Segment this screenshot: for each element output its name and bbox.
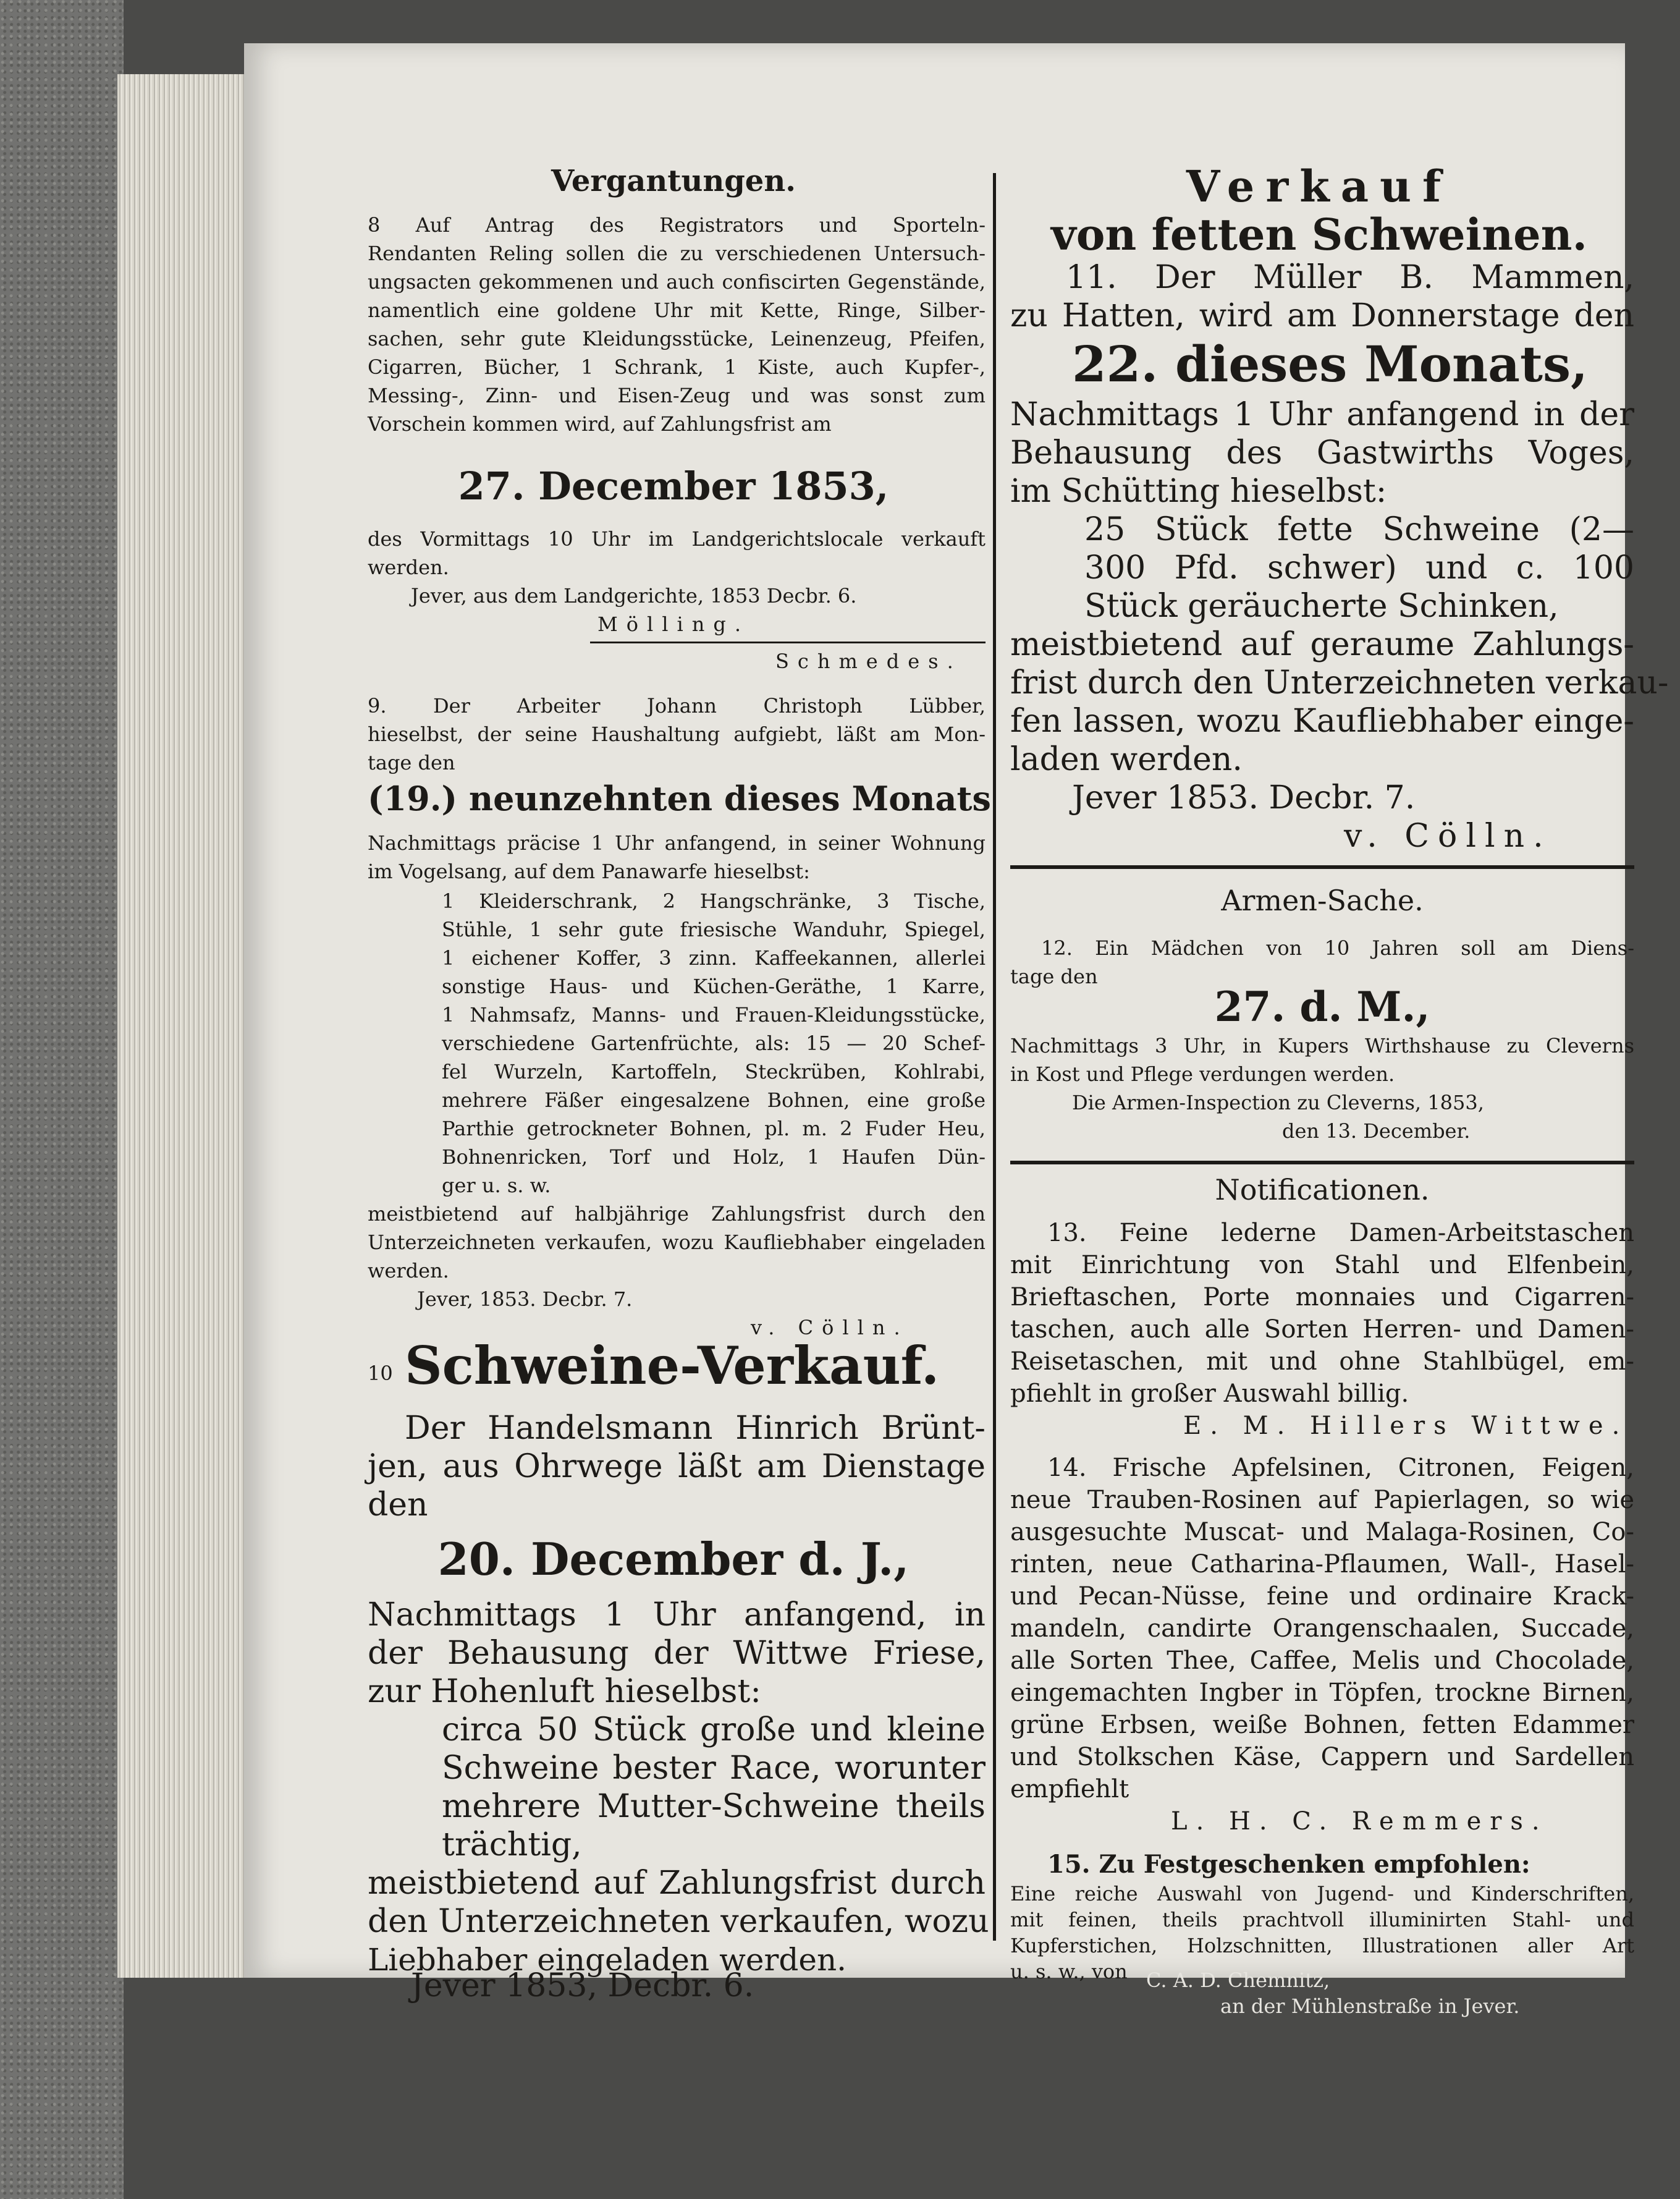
notice-10-line: Nachmittags 1 Uhr anfangend, in: [368, 1596, 986, 1633]
notice-14-signature: L. H. C. Remmers.: [1171, 1807, 1548, 1836]
notice-14-line: alle Sorten Thee, Caffee, Melis und Chocolade,: [1010, 1646, 1634, 1675]
notice-14-line: 14. Frische Apfelsinen, Citronen, Feigen,: [1047, 1454, 1634, 1482]
notice-11-line: zu Hatten, wird am Donnerstage den: [1010, 297, 1634, 334]
notice-13-line: Brieftaschen, Porte monnaies und Cigarren-: [1010, 1283, 1634, 1311]
notice-11-item: 300 Pfd. schwer) und c. 100: [1084, 549, 1634, 587]
notice-11-line: im Schütting hieselbst:: [1010, 473, 1387, 510]
notice-8-line: Rendanten Reling sollen die zu verschiedenen Untersuch-: [368, 242, 986, 265]
notice-8-line: 8 Auf Antrag des Registrators und Sporteln-: [368, 213, 986, 237]
notice-8-line: namentlich eine goldene Uhr mit Kette, Ringe, Silber-: [368, 299, 986, 322]
notice-12-date: 27. d. M.,: [1214, 983, 1430, 1031]
notice-14-line: mandeln, candirte Orangenschaalen, Succade,: [1010, 1614, 1634, 1643]
notice-8-line: werden.: [368, 556, 449, 579]
notice-9-line: meistbietend auf halbjährige Zahlungsfrist durch den: [368, 1202, 986, 1226]
section-heading-vergantungen: Vergantungen.: [551, 164, 796, 198]
notice-9-item: ger u. s. w.: [442, 1174, 551, 1197]
notice-13-line: 13. Feine lederne Damen-Arbeitstaschen: [1047, 1219, 1634, 1247]
page-edges: [117, 74, 247, 1978]
notice-9-line: 9. Der Arbeiter Johann Christoph Lübber,: [368, 694, 986, 718]
notice-8-date: 27. December 1853,: [458, 464, 889, 509]
notice-9-line: Nachmittags präcise 1 Uhr anfangend, in seiner Wohnung: [368, 831, 986, 855]
notice-11-line: 11. Der Müller B. Mammen,: [1066, 259, 1634, 296]
notice-10-item: mehrere Mutter-Schweine theils: [442, 1788, 986, 1825]
notice-13-signature: E. M. Hillers Wittwe.: [1183, 1412, 1629, 1440]
notice-8-line: ungsacten gekommenen und auch confiscirten Gegenstände,: [368, 270, 986, 294]
column-divider: [993, 173, 996, 1941]
notice-11-item: 25 Stück fette Schweine (2—: [1084, 511, 1634, 548]
notice-14-line: neue Trauben-Rosinen auf Papierlagen, so wie: [1010, 1486, 1634, 1514]
notice-8-line: Cigarren, Bücher, 1 Schrank, 1 Kiste, auch Kupfer-,: [368, 355, 986, 379]
notice-12-place: Die Armen-Inspection zu Cleverns, 1853,: [1072, 1091, 1484, 1114]
notice-9-place: Jever, 1853. Decbr. 7.: [417, 1287, 633, 1311]
notice-10-number: 10: [368, 1362, 393, 1385]
notice-10-item: trächtig,: [442, 1826, 582, 1863]
notice-8-line: des Vormittags 10 Uhr im Landgerichtslocale verkauft: [368, 527, 986, 551]
section-heading-notificationen: Notificationen.: [1215, 1173, 1430, 1206]
section-rule: [1010, 1161, 1634, 1164]
notice-13-line: taschen, auch alle Sorten Herren- und Damen-: [1010, 1315, 1634, 1344]
notice-9-item: sonstige Haus- und Küchen-Geräthe, 1 Karre,: [442, 975, 986, 998]
notice-10-line: zur Hohenluft hieselbst:: [368, 1673, 761, 1710]
notice-11-line: laden werden.: [1010, 741, 1243, 778]
notice-10-line: Liebhaber eingeladen werden.: [368, 1942, 847, 1978]
notice-10-title: Schweine-Verkauf.: [405, 1335, 940, 1396]
notice-10-item: Schweine bester Race, worunter: [442, 1750, 986, 1787]
notice-15-line: Kupferstichen, Holzschnitten, Illustrationen aller Art: [1010, 1934, 1634, 1957]
notice-15-lead: 15. Zu Festgeschenken empfohlen:: [1047, 1850, 1530, 1879]
notice-12-place: den 13. December.: [1282, 1119, 1471, 1143]
notice-14-line: und Stolkschen Käse, Cappern und Sardellen: [1010, 1743, 1634, 1771]
book-cover: [0, 0, 124, 2199]
notice-11-place: Jever 1853. Decbr. 7.: [1072, 779, 1416, 816]
notice-9-item: 1 eichener Koffer, 3 zinn. Kaffeekannen, allerlei: [442, 946, 986, 970]
notice-14-line: und Pecan-Nüsse, feine und ordinaire Krack-: [1010, 1582, 1634, 1611]
notice-9-line: Unterzeichneten verkaufen, wozu Kaufliebhaber eingeladen: [368, 1231, 986, 1254]
notice-9-item: verschiedene Gartenfrüchte, als: 15 — 20 Schef-: [442, 1032, 986, 1055]
notice-11-line: fen lassen, wozu Kaufliebhaber einge-: [1010, 703, 1634, 740]
notice-14-line: rinten, neue Catharina-Pflaumen, Wall-, Hasel-: [1010, 1550, 1634, 1578]
notice-9-item: Stühle, 1 sehr gute friesische Wanduhr, Spiegel,: [442, 918, 986, 941]
notice-9-line: hieselbst, der seine Haushaltung aufgiebt, läßt am Mon-: [368, 722, 986, 746]
notice-10-line: der Behausung der Wittwe Friese,: [368, 1635, 986, 1672]
notice-14-line: grüne Erbsen, weiße Bohnen, fetten Edammer: [1010, 1711, 1634, 1739]
notice-8-signature-rule: [590, 642, 986, 643]
notice-13-line: pfiehlt in großer Auswahl billig.: [1010, 1379, 1409, 1408]
notice-10-line: jen, aus Ohrwege läßt am Dienstage: [368, 1448, 986, 1485]
notice-12-line: 12. Ein Mädchen von 10 Jahren soll am Diens-: [1041, 936, 1634, 960]
notice-12-line: tage den: [1010, 965, 1098, 988]
section-heading-armen-sache: Armen-Sache.: [1221, 884, 1424, 917]
notice-15-signature: an der Mühlenstraße in Jever.: [1220, 1994, 1520, 2018]
notice-15-line: u. s. w., von: [1010, 1960, 1128, 1983]
notice-9-item: Parthie getrockneter Bohnen, pl. m. 2 Fuder Heu,: [442, 1117, 986, 1140]
notice-15-line: mit feinen, theils prachtvoll illuminirten Stahl- und: [1010, 1908, 1634, 1931]
notice-12-line: in Kost und Pflege verdungen werden.: [1010, 1062, 1395, 1086]
notice-14-line: eingemachten Ingber in Töpfen, trockne Birnen,: [1010, 1679, 1634, 1707]
notice-11-line: Nachmittags 1 Uhr anfangend in der: [1010, 396, 1634, 433]
notice-9-item: 1 Nahmsafz, Manns- und Frauen-Kleidungsstücke,: [442, 1003, 986, 1027]
notice-10-line: Der Handelsmann Hinrich Brünt-: [405, 1410, 986, 1447]
notice-11-line: meistbietend auf geraume Zahlungs-: [1010, 626, 1634, 663]
notice-11-item: Stück geräucherte Schinken,: [1084, 588, 1559, 625]
notice-14-line: ausgesuchte Muscat- und Malaga-Rosinen, Co-: [1010, 1518, 1634, 1546]
notice-8-signature: Schmedes.: [775, 650, 962, 673]
notice-9-item: Bohnenricken, Torf und Holz, 1 Haufen Dün-: [442, 1145, 986, 1169]
notice-15-signature: C. A. D. Chemnitz,: [1146, 1968, 1330, 1992]
notice-11-line: frist durch den Unterzeichneten verkau-: [1010, 664, 1669, 701]
notice-9-line: werden.: [368, 1259, 449, 1282]
notice-10-line: den Unterzeichneten verkaufen, wozu: [368, 1903, 989, 1940]
notice-11-title: von fetten Schweinen.: [1051, 209, 1587, 260]
notice-10-date: 20. December d. J.,: [437, 1533, 910, 1585]
notice-8-line: sachen, sehr gute Kleidungsstücke, Leinenzeug, Pfeifen,: [368, 327, 986, 350]
notice-9-line: im Vogelsang, auf dem Panawarfe hieselbst:: [368, 860, 810, 883]
notice-10-line: den: [368, 1486, 428, 1523]
notice-9-item: 1 Kleiderschrank, 2 Hangschränke, 3 Tische,: [442, 889, 986, 913]
notice-9-item: fel Wurzeln, Kartoffeln, Steckrüben, Kohlrabi,: [442, 1060, 986, 1083]
notice-14-line: empfiehlt: [1010, 1775, 1129, 1803]
notice-8-signature: Mölling.: [597, 612, 749, 636]
notice-11-title: Verkauf: [1186, 161, 1453, 212]
notice-8-line: Vorschein kommen wird, auf Zahlungsfrist am: [368, 412, 832, 436]
notice-13-line: mit Einrichtung von Stahl und Elfenbein,: [1010, 1251, 1634, 1279]
notice-8-place: Jever, aus dem Landgerichte, 1853 Decbr. 6.: [411, 584, 857, 608]
notice-9-date: (19.) neunzehnten dieses Monats: [368, 779, 991, 818]
notice-10-line: meistbietend auf Zahlungsfrist durch: [368, 1865, 986, 1902]
notice-10-item: circa 50 Stück große und kleine: [442, 1711, 986, 1748]
notice-9-item: mehrere Fäßer eingesalzene Bohnen, eine große: [442, 1088, 986, 1112]
notice-9-signature: v. Cölln.: [751, 1316, 909, 1339]
notice-9-line: tage den: [368, 751, 455, 774]
notice-12-line: Nachmittags 3 Uhr, in Kupers Wirthshause zu Cleverns: [1010, 1034, 1634, 1057]
section-rule: [1010, 865, 1634, 869]
notice-10-place: Jever 1853, Decbr. 6.: [411, 1967, 754, 2004]
notice-11-date: 22. dieses Monats,: [1072, 335, 1588, 393]
notice-15-line: Eine reiche Auswahl von Jugend- und Kinderschriften,: [1010, 1882, 1634, 1905]
notice-11-signature: v. Cölln.: [1344, 818, 1552, 855]
notice-13-line: Reisetaschen, mit und ohne Stahlbügel, em-: [1010, 1347, 1634, 1376]
notice-11-line: Behausung des Gastwirths Voges,: [1010, 434, 1634, 472]
notice-8-line: Messing-, Zinn- und Eisen-Zeug und was sonst zum: [368, 384, 986, 407]
